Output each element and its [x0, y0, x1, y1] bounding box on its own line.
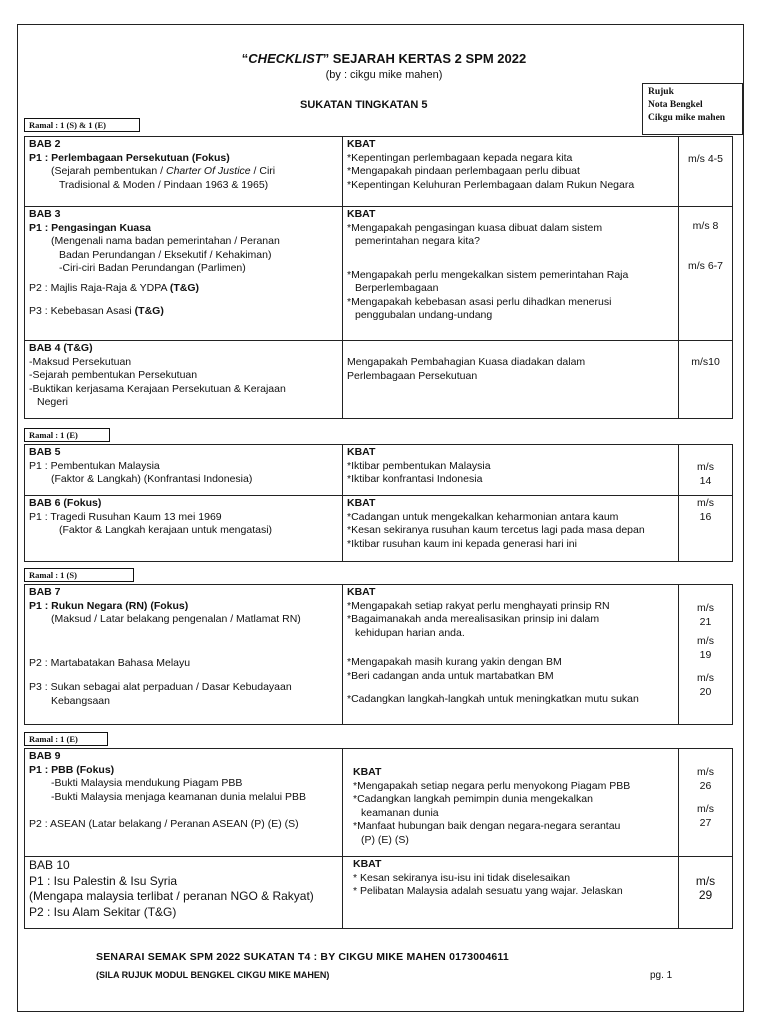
table-row-bab10: BAB 10 P1 : Isu Palestin & Isu Syria (Mengapa malaysia terlibat / peranan NGO & Rakyat) P2 : Isu Alam Sekitar (T&G) KBAT * Kesan sekiranya isu-isu ini tidak diselesaikan * Pelibatan Malaysia adalah sesuatu yang wajar. Jelaskan m/s 29 — [25, 857, 733, 929]
table-row-bab4: BAB 4 (T&G) -Maksud Persekutuan -Sejarah pembentukan Persekutuan -Buktikan kerjasama Kerajaan Persekutuan & Kerajaan Negeri Mengapakah Pembahagian Kuasa diadakan dalam Perlembagaan Persekutuan m/s10 — [25, 341, 733, 419]
table-section-3 — [24, 584, 733, 725]
byline: (by : cikgu mike mahen) — [325, 69, 443, 81]
table-section-4 — [24, 748, 733, 929]
footer-note: (SILA RUJUK MODUL BENGKEL CIKGU MIKE MAHEN) — [96, 970, 330, 980]
ramal-label-3: Ramal : 1 (S) — [24, 568, 134, 582]
table-row-bab2: BAB 2 P1 : Perlembagaan Persekutuan (Fokus) (Sejarah pembentukan / Charter Of Justice / Ciri Tradisional & Moden / Pindaan 1963 & 1965) KBAT *Kepentingan perlembagaan kepada negara kita *Mengapakah pindaan perlembagaan perlu dibuat *Kepentingan Keluhuran Perlembagaan dalam Rukun Negara m/s 4-5 — [25, 137, 733, 207]
ramal-label-2: Ramal : 1 (E) — [24, 428, 110, 442]
table-row-bab6: BAB 6 (Fokus) P1 : Tragedi Rusuhan Kaum 13 mei 1969 (Faktor & Langkah kerajaan untuk mengatasi) KBAT *Cadangan untuk mengekalkan keharmonian antara kaum *Kesan sekiranya rusuhan kaum tercetus lagi pada masa depan *Iktibar rusuhan kaum ini kepada generasi hari ini m/s 16 — [25, 496, 733, 562]
page-title: “CHECKLIST” SEJARAH KERTAS 2 SPM 2022 — [241, 51, 527, 66]
page-number: pg. 1 — [650, 970, 673, 981]
table-row-bab3: BAB 3 P1 : Pengasingan Kuasa (Mengenali nama badan pemerintahan / Peranan Badan Perundangan / Eksekutif / Kehakiman) -Ciri-ciri Badan Perundangan (Parlimen) P2 : Majlis Raja-Raja & YDPA (T&G) P3 : Kebebasan Asasi (T&G) KBAT *Mengapakah pengasingan kuasa dibuat dalam sistem pemerintahan negara kita? *Mengapakah perlu mengekalkan sistem pemerintahan Raja Berperlembagaan *Mengapakah kebebasan asasi perlu dihadkan menerusi penggubalan undang-undang m/s 8 m/s 6-7 — [25, 207, 733, 341]
ramal-label-1: Ramal : 1 (S) & 1 (E) — [24, 118, 140, 132]
sukatan-heading: SUKATAN TINGKATAN 5 — [300, 99, 428, 111]
ramal-label-4: Ramal : 1 (E) — [24, 732, 108, 746]
table-row-bab7: BAB 7 P1 : Rukun Negara (RN) (Fokus) (Maksud / Latar belakang pengenalan / Matlamat RN) P2 : Martabatakan Bahasa Melayu P3 : Sukan sebagai alat perpaduan / Dasar Kebudayaan Kebangsaan KBAT *Mengapakah setiap rakyat perlu menghayati prinsip RN *Bagaimanakah anda merealisasikan prinsip ini dalam kehidupan harian anda. *Mengapakah masih kurang yakin dengan BM *Beri cadangan anda untuk martabatkan BM *Cadangkan langkah-langkah untuk meningkatkan mutu sukan m/s 21 m/s 19 m/s 20 — [25, 585, 733, 725]
table-section-2 — [24, 444, 733, 562]
rujuk-box: Rujuk Nota Bengkel Cikgu mike mahen — [642, 83, 743, 135]
table-section-1 — [24, 136, 733, 419]
table-row-bab5: BAB 5 P1 : Pembentukan Malaysia (Faktor & Langkah) (Konfrantasi Indonesia) KBAT *Iktibar pembentukan Malaysia *Iktibar konfrantasi Indonesia m/s 14 — [25, 445, 733, 496]
footer-title: SENARAI SEMAK SPM 2022 SUKATAN T4 : BY CIKGU MIKE MAHEN 0173004611 — [96, 951, 509, 963]
table-row-bab9: BAB 9 P1 : PBB (Fokus) -Bukti Malaysia mendukung Piagam PBB -Bukti Malaysia menjaga keamanan dunia melalui PBB P2 : ASEAN (Latar belakang / Peranan ASEAN (P) (E) (S) KBAT *Mengapakah setiap negara perlu menyokong Piagam PBB *Cadangkan langkah pemimpin dunia mengekalkan keamanan dunia *Manfaat hubungan baik dengan negara-negara serantau (P) (E) (S) m/s 26 m/s 27 — [25, 749, 733, 857]
